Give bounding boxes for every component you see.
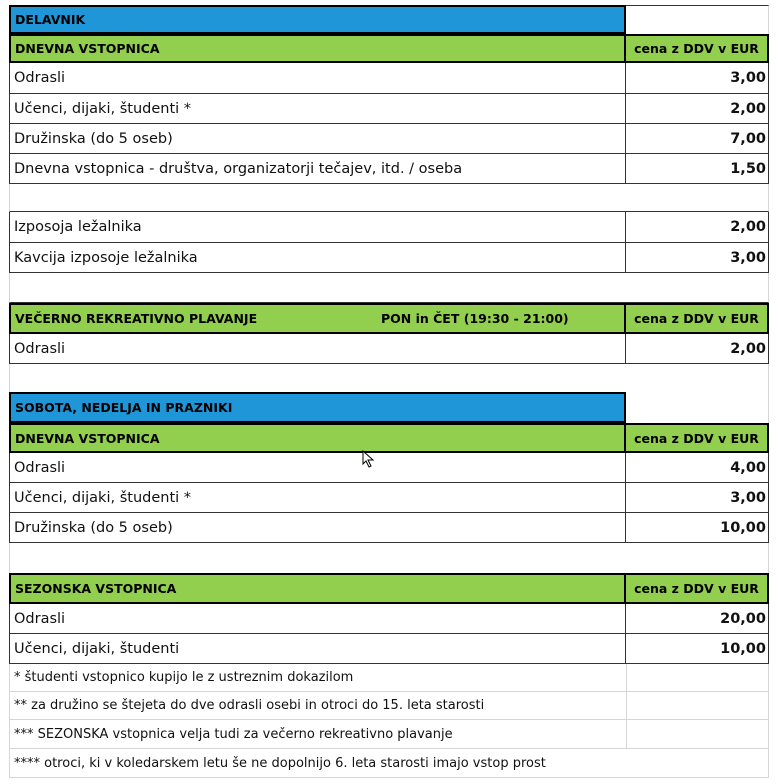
weekend-day-header: DNEVNA VSTOPNICA xyxy=(9,423,626,453)
row-price: 20,00 xyxy=(626,604,769,634)
row-label: Dnevna vstopnica - društva, organizatorji tečajev, itd. / oseba xyxy=(9,154,626,184)
weekend-day-header-row xyxy=(9,423,769,453)
row-label: Učenci, dijaki, študenti xyxy=(9,634,626,664)
row-label: Družinska (do 5 oseb) xyxy=(9,513,626,543)
table-row xyxy=(9,453,769,483)
table-row xyxy=(9,212,769,243)
weekday-title: DELAVNIK xyxy=(9,5,626,34)
row-label: Izposoja ležalnika xyxy=(9,212,626,243)
row-price: 1,50 xyxy=(626,154,769,184)
table-row xyxy=(9,483,769,513)
row-price: 2,00 xyxy=(626,212,769,243)
evening-schedule: PON in ČET (19:30 - 21:00) xyxy=(381,311,569,326)
weekday-day-header-row xyxy=(9,34,769,63)
table-row xyxy=(9,334,769,364)
weekday-day-price-header: cena z DDV v EUR xyxy=(626,34,769,63)
evening-title: VEČERNO REKREATIVNO PLAVANJE xyxy=(15,311,258,326)
spacer-row xyxy=(9,543,769,573)
row-label: Družinska (do 5 oseb) xyxy=(9,124,626,154)
row-price: 3,00 xyxy=(626,483,769,513)
note-row xyxy=(9,749,769,778)
table-row xyxy=(9,124,769,154)
row-price: 2,00 xyxy=(626,94,769,124)
row-label: Odrasli xyxy=(9,334,626,364)
weekday-title-empty xyxy=(626,5,769,34)
note-row xyxy=(9,664,769,692)
evening-header xyxy=(9,303,626,334)
row-price: 3,00 xyxy=(626,243,769,273)
row-price: 4,00 xyxy=(626,453,769,483)
row-price: 10,00 xyxy=(626,634,769,664)
table-row xyxy=(9,513,769,543)
mouse-cursor-icon xyxy=(362,450,376,468)
note-2: ** za družino se štejeta do dve odrasli osebi in otroci do 15. leta starosti xyxy=(9,692,626,720)
table-row xyxy=(9,634,769,664)
season-price-header: cena z DDV v EUR xyxy=(626,573,769,604)
table-row xyxy=(9,154,769,184)
note-1: * študenti vstopnico kupijo le z ustreznim dokazilom xyxy=(9,664,626,692)
row-price: 10,00 xyxy=(626,513,769,543)
row-label: Učenci, dijaki, študenti * xyxy=(9,94,626,124)
row-label: Odrasli xyxy=(9,604,626,634)
note-row xyxy=(9,692,769,720)
table-row xyxy=(9,63,769,94)
note-3: *** SEZONSKA vstopnica velja tudi za večerno rekreativno plavanje xyxy=(9,720,626,749)
spacer-row xyxy=(9,184,769,212)
table-row xyxy=(9,604,769,634)
weekend-day-price-header: cena z DDV v EUR xyxy=(626,423,769,453)
weekend-title-empty xyxy=(626,392,769,423)
row-label: Učenci, dijaki, študenti * xyxy=(9,483,626,513)
row-label: Kavcija izposoje ležalnika xyxy=(9,243,626,273)
row-label: Odrasli xyxy=(9,453,626,483)
spacer-row xyxy=(9,273,769,303)
season-header-row xyxy=(9,573,769,604)
table-row xyxy=(9,94,769,124)
table-row xyxy=(9,243,769,273)
evening-header-row xyxy=(9,303,769,334)
row-price: 2,00 xyxy=(626,334,769,364)
weekend-title: SOBOTA, NEDELJA IN PRAZNIKI xyxy=(9,392,626,423)
note-4: **** otroci, ki v koledarskem letu še ne dopolnijo 6. leta starosti imajo vstop prost xyxy=(9,749,626,778)
evening-price-header: cena z DDV v EUR xyxy=(626,303,769,334)
note-row xyxy=(9,720,769,749)
row-price: 3,00 xyxy=(626,63,769,94)
weekday-day-header: DNEVNA VSTOPNICA xyxy=(9,34,626,63)
weekday-title-row xyxy=(9,5,769,34)
season-header: SEZONSKA VSTOPNICA xyxy=(9,573,626,604)
row-price: 7,00 xyxy=(626,124,769,154)
row-label: Odrasli xyxy=(9,63,626,94)
spacer-row xyxy=(9,364,769,392)
weekend-title-row xyxy=(9,392,769,423)
